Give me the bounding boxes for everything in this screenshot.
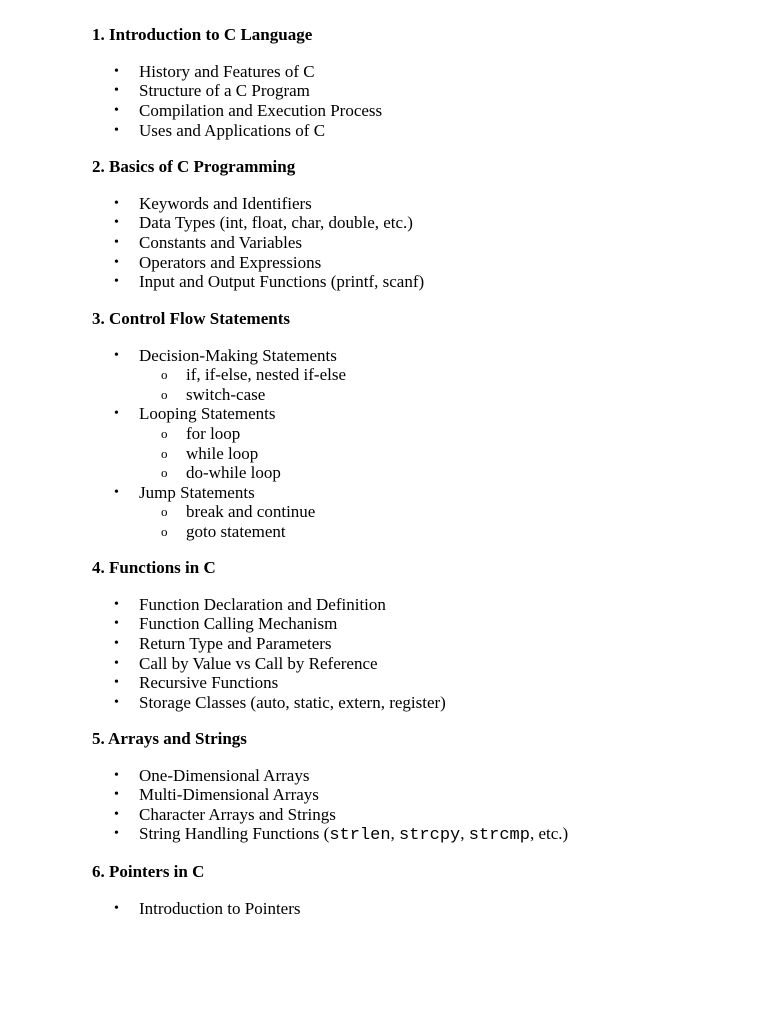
- bullet-icon: •: [114, 406, 119, 421]
- list-item: [0, 101, 768, 121]
- bullet-icon: •: [114, 616, 119, 631]
- list-item-text: Multi-Dimensional Arrays: [139, 785, 319, 804]
- bullet-icon: •: [114, 675, 119, 690]
- circle-bullet-icon: o: [161, 426, 168, 441]
- bullet-icon: •: [114, 123, 119, 138]
- sub-list-item-text: goto statement: [186, 522, 286, 541]
- bullet-icon: •: [114, 274, 119, 289]
- list-item: [0, 346, 768, 366]
- sub-list-item: [0, 444, 768, 464]
- list-item: [0, 253, 768, 273]
- list-item: [0, 233, 768, 253]
- list-item-text: Storage Classes (auto, static, extern, register): [139, 693, 446, 712]
- list-item-text: Input and Output Functions (printf, scanf): [139, 272, 425, 291]
- circle-bullet-icon: o: [161, 367, 168, 382]
- sub-list-item-text: while loop: [186, 444, 259, 463]
- text-suffix: , etc.): [529, 824, 569, 843]
- code-strlen: strlen: [329, 826, 391, 845]
- sub-list-item: [0, 502, 768, 522]
- sub-list-item-text: switch-case: [186, 385, 266, 404]
- list-item: [0, 785, 768, 805]
- sub-list-item: [0, 365, 768, 385]
- list-item-text: Return Type and Parameters: [139, 634, 332, 653]
- list-item-text: Character Arrays and Strings: [139, 805, 336, 824]
- list-item: [0, 693, 768, 713]
- bullet-icon: •: [114, 597, 119, 612]
- bullet-icon: •: [114, 656, 119, 671]
- bullet-icon: •: [114, 215, 119, 230]
- bullet-icon: •: [114, 636, 119, 651]
- bullet-icon: •: [114, 348, 119, 363]
- sub-list-item: [0, 522, 768, 542]
- bullet-icon: •: [114, 695, 119, 710]
- list-item-text: Decision-Making Statements: [139, 346, 337, 365]
- list-item-text: Function Calling Mechanism: [139, 614, 338, 633]
- list-item-text: Uses and Applications of C: [139, 121, 326, 140]
- list-item-text: Compilation and Execution Process: [139, 101, 383, 120]
- sub-list-item-text: do-while loop: [186, 463, 281, 482]
- list-item-text: History and Features of C: [139, 62, 315, 81]
- bullet-icon: •: [114, 196, 119, 211]
- sub-list-item-text: for loop: [186, 424, 241, 443]
- sub-list-item-text: break and continue: [186, 502, 316, 521]
- section-heading: 1. Introduction to C Language: [92, 25, 313, 44]
- list-item-text: Constants and Variables: [139, 233, 303, 252]
- list-item: [0, 272, 768, 292]
- sub-list-item: [0, 424, 768, 444]
- list-item-text: One-Dimensional Arrays: [139, 766, 310, 785]
- circle-bullet-icon: o: [161, 524, 168, 539]
- section-heading: 3. Control Flow Statements: [92, 309, 290, 328]
- bullet-icon: •: [114, 901, 119, 916]
- section-heading: 2. Basics of C Programming: [92, 157, 296, 176]
- circle-bullet-icon: o: [161, 387, 168, 402]
- list-item-text: String Handling Functions (strlen, strcpy, strcmp, etc.): [139, 824, 569, 845]
- list-item: [0, 824, 768, 844]
- list-item: [0, 805, 768, 825]
- list-item: [0, 614, 768, 634]
- list-item-text: Function Declaration and Definition: [139, 595, 386, 614]
- list-item-text: Keywords and Identifiers: [139, 194, 312, 213]
- list-item-text: Structure of a C Program: [139, 81, 310, 100]
- list-item-text: Jump Statements: [139, 483, 255, 502]
- bullet-icon: •: [114, 64, 119, 79]
- list-item: [0, 654, 768, 674]
- list-item: [0, 634, 768, 654]
- list-item-text: Introduction to Pointers: [139, 899, 301, 918]
- list-item: [0, 62, 768, 82]
- list-item: [0, 121, 768, 141]
- sub-list-item: [0, 463, 768, 483]
- list-item-text: Operators and Expressions: [139, 253, 322, 272]
- sub-list-item: [0, 385, 768, 405]
- code-strcpy: strcpy: [399, 826, 461, 845]
- list-item-text: Data Types (int, float, char, double, etc.): [139, 213, 413, 232]
- bullet-icon: •: [114, 787, 119, 802]
- sub-list-item-text: if, if-else, nested if-else: [186, 365, 347, 384]
- section-heading: 6. Pointers in C: [92, 862, 205, 881]
- section-heading: 4. Functions in C: [92, 558, 216, 577]
- text-prefix: String Handling Functions (: [139, 824, 330, 843]
- bullet-icon: •: [114, 768, 119, 783]
- list-item: [0, 194, 768, 214]
- list-item: [0, 483, 768, 503]
- bullet-icon: •: [114, 807, 119, 822]
- circle-bullet-icon: o: [161, 446, 168, 461]
- list-item: [0, 81, 768, 101]
- bullet-icon: •: [114, 826, 119, 841]
- list-item: [0, 404, 768, 424]
- list-item-text: Looping Statements: [139, 404, 276, 423]
- bullet-icon: •: [114, 235, 119, 250]
- bullet-icon: •: [114, 255, 119, 270]
- list-item-text: Call by Value vs Call by Reference: [139, 654, 378, 673]
- section-heading: 5. Arrays and Strings: [92, 729, 247, 748]
- list-item-text: Recursive Functions: [139, 673, 279, 692]
- circle-bullet-icon: o: [161, 504, 168, 519]
- bullet-icon: •: [114, 83, 119, 98]
- list-item: [0, 595, 768, 615]
- bullet-icon: •: [114, 485, 119, 500]
- list-item: [0, 899, 768, 919]
- list-item: [0, 766, 768, 786]
- circle-bullet-icon: o: [161, 465, 168, 480]
- bullet-icon: •: [114, 103, 119, 118]
- list-item: [0, 213, 768, 233]
- list-item: [0, 673, 768, 693]
- code-strcmp: strcmp: [468, 826, 530, 845]
